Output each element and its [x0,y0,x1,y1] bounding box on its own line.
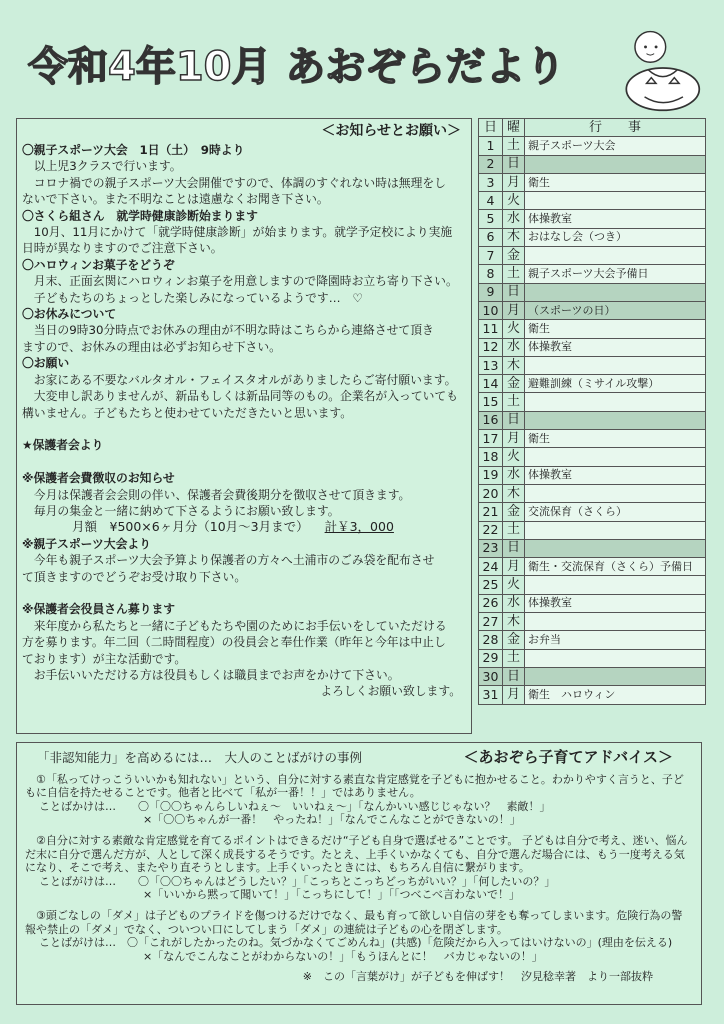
calendar-event [525,356,706,374]
calendar-day: 17 [479,430,503,448]
bad-example: ×「〇〇ちゃんが一番！ やったね！」「なんでこんなことができないの！」 [143,813,521,827]
calendar-row [479,283,706,301]
calendar-event [525,411,706,429]
notice-heading: 〇さくら組さん 就学時健康診断始まります [22,208,258,223]
calendar-row [479,539,706,557]
calendar-row [479,192,706,210]
calendar-day: 19 [479,466,503,484]
spacer [22,454,467,470]
advice-source: ※ この「言葉がけ」が子どもを伸ばす！ 汐見稔幸著 より一部抜粋 [302,970,653,984]
advice-text: ③頭ごなしの「ダメ」は子どものプライドを傷つけるだけでなく、最も育って欲しい自信の芽をも奪ってしまいます。危険行為の警報や禁止の「ダメ」でなく、ついつい口にしてしまう「ダメ」の連続は子どもの心を閉ざします。 [25,908,683,936]
calendar-weekday: 木 [503,356,525,374]
notice-text: お手伝いいただける方は役員もしくは職員までお声をかけて下さい。 [22,667,400,682]
calendar-day: 7 [479,247,503,265]
calendar-weekday: 水 [503,210,525,228]
parenting-advice-panel [16,742,702,1005]
calendar-event: 衛生 [525,320,706,338]
advice-item [25,773,693,827]
calendar-header-weekday: 曜 [503,119,525,137]
calendar-day: 13 [479,356,503,374]
calendar-weekday: 水 [503,594,525,612]
calendar-row [479,210,706,228]
calendar-weekday: 土 [503,649,525,667]
calendar-row [479,613,706,631]
notice-text: 10月、11月にかけて「就学時健康診断」が始まります。就学予定校により実施 [22,225,453,240]
calendar-weekday: 水 [503,338,525,356]
notice-text: 大変申し訳ありませんが、新品もしくは新品同等のもの。企業名が入っていても [22,389,459,404]
calendar-weekday: 日 [503,411,525,429]
calendar-event [525,521,706,539]
good-example: ことばかけは… 〇「〇〇ちゃんらしいねぇ～ いいねぇ～」「なんかいい感じじゃない？ 素敵！」 [39,799,551,813]
notice-text: 今月は保護者会会則の伴い、保護者会費後期分を徴収させて頂きます。 [22,487,411,502]
calendar-weekday: 木 [503,484,525,502]
calendar-event [525,539,706,557]
calendar-weekday: 日 [503,283,525,301]
notice-heading: ※親子スポーツ大会より [22,536,151,551]
calendar-row [479,594,706,612]
notice-text: よろしくお願い致します。 [320,684,461,699]
calendar-row [479,155,706,173]
notice-text: 毎月の集金と一緒に納めて下さるようにお願い致します。 [22,503,340,518]
notice-text: ております）が主な活動です。 [22,651,187,666]
notice-text: 以上児3クラスで行います。 [22,159,182,174]
calendar-event: 体操教室 [525,466,706,484]
calendar-event: 衛生 [525,430,706,448]
calendar-row [479,448,706,466]
bad-example: ×「なんでこんなことがわからないの！」「もうほんとに！ バカじゃないの！」 [143,949,543,963]
calendar-weekday: 金 [503,503,525,521]
spacer [22,421,467,437]
calendar-day: 28 [479,631,503,649]
advice-item [25,909,693,963]
calendar-weekday: 水 [503,466,525,484]
notice-text: 来年度から私たちと一緒に子どもたちや園のためにお手伝いをしていただける [22,618,447,633]
calendar-day: 21 [479,503,503,521]
calendar-day: 4 [479,192,503,210]
calendar-row [479,631,706,649]
calendar-row [479,375,706,393]
notices-section-title: ＜お知らせとお願い＞ [321,123,461,139]
calendar-weekday: 木 [503,228,525,246]
notice-text: ないで下さい。また不明なことは遠慮なくお聞き下さい。 [22,192,329,207]
notice-heading: 〇親子スポーツ大会 1日（土） 9時より [22,143,245,157]
calendar-event: 交流保育（さくら） [525,503,706,521]
calendar-day: 10 [479,301,503,319]
calendar-event: 避難訓練（ミサイル攻撃） [525,375,706,393]
calendar-day: 2 [479,155,503,173]
calendar-row [479,265,706,283]
calendar-day: 3 [479,173,503,191]
calendar-event [525,192,706,210]
calendar-row [479,430,706,448]
good-example: ことばがけは… 〇「〇〇ちゃんはどうしたい？」「こっちとこっちどっちがいい？」「何したいの？」 [39,874,556,888]
calendar-weekday: 日 [503,539,525,557]
calendar-weekday: 木 [503,613,525,631]
calendar-event [525,613,706,631]
notice-text: ますので、お休みの理由は必ずお知らせ下さい。 [22,339,281,354]
calendar-row [479,649,706,667]
calendar-event: おはなし会（つき） [525,228,706,246]
calendar-header-day: 日 [479,119,503,137]
calendar-row [479,503,706,521]
advice-brand: ＜あおぞら子育てアドバイス＞ [463,748,673,766]
advice-text: ①「私ってけっこういいかも知れない」という、自分に対する素直な肯定感覚を子どもに抱かせること。わかりやすく言うと、子どもに自信を持たせることです。他者と比べて「私が一番！！」ではありません。 [25,772,684,800]
calendar-event [525,576,706,594]
calendar-day: 31 [479,686,503,704]
calendar-weekday: 月 [503,301,525,319]
calendar-event [525,649,706,667]
calendar-row [479,466,706,484]
calendar-day: 6 [479,228,503,246]
notice-text: 月末、正面玄関にハロウィンお菓子を用意しますので降園時お立ち寄り下さい。 [22,274,458,289]
notices-panel [16,118,472,734]
calendar-event [525,667,706,685]
event-calendar [478,118,706,705]
calendar-header-events: 行 事 [525,119,706,137]
calendar-day: 9 [479,283,503,301]
calendar-day: 11 [479,320,503,338]
calendar-row [479,521,706,539]
calendar-row [479,338,706,356]
calendar-day: 15 [479,393,503,411]
calendar-row [479,320,706,338]
calendar-weekday: 火 [503,576,525,594]
calendar-weekday: 月 [503,430,525,448]
calendar-event: お弁当 [525,631,706,649]
calendar-row [479,137,706,155]
newsletter-title: 令和4年10月 あおぞらだより [28,44,566,90]
spacer [22,585,467,601]
calendar-day: 22 [479,521,503,539]
notice-text: 構いません。子どもたちと使わせていただきたいと思います。 [22,405,353,420]
calendar-weekday: 火 [503,192,525,210]
calendar-row [479,173,706,191]
good-example: ことばがけは… 〇「これがしたかったのね。気づかなくてごめんね」(共感)「危険だから入ってはいけないの」(理由を伝える) [39,936,673,950]
calendar-day: 30 [479,667,503,685]
calendar-event: 体操教室 [525,338,706,356]
notice-heading: 〇ハロウィンお菓子をどうぞ [22,257,175,272]
calendar-day: 23 [479,539,503,557]
calendar-event: （スポーツの日） [525,301,706,319]
calendar-day: 26 [479,594,503,612]
calendar-event [525,247,706,265]
notice-text: 今年も親子スポーツ大会予算より保護者の方々へ土浦市のごみ袋を配布させ [22,553,435,568]
calendar-weekday: 月 [503,173,525,191]
calendar-event: 親子スポーツ大会 [525,137,706,155]
advice-title: 「非認知能力」を高めるには… 大人のことばがけの事例 [37,750,363,765]
notice-text: コロナ禍での親子スポーツ大会開催ですので、体調のすぐれない時は無理をし [22,175,446,190]
fee-total: 計￥3，000 [324,519,394,535]
notice-text: お家にある不要なバルタオル・フェイスタオルがありましたらご寄付願います。 [22,372,457,387]
calendar-day: 20 [479,484,503,502]
calendar-day: 29 [479,649,503,667]
fee-amount: 月額 ¥500×6ヶ月分（10月～3月まで） [72,519,309,535]
calendar-event: 衛生・交流保育（さくら）予備日 [525,558,706,576]
calendar-weekday: 日 [503,667,525,685]
baby-pumpkin-illustration [610,25,706,113]
calendar-row [479,667,706,685]
calendar-weekday: 土 [503,393,525,411]
calendar-weekday: 月 [503,558,525,576]
calendar-weekday: 土 [503,265,525,283]
calendar-weekday: 土 [503,137,525,155]
calendar-weekday: 金 [503,375,525,393]
fee-line [22,519,467,535]
calendar-event: 体操教室 [525,210,706,228]
calendar-row [479,576,706,594]
calendar-day: 24 [479,558,503,576]
notice-heading: 〇お休みについて [22,307,117,322]
notice-heading: ★保護者会より [22,438,104,453]
calendar-day: 14 [479,375,503,393]
calendar-row [479,411,706,429]
calendar-weekday: 火 [503,320,525,338]
advice-text: ②自分に対する素敵な肯定感覚を育てるポイントはできるだけ“子ども自身で選ばせる”ことです。 子どもは自分で考え、迷い、悩んだ末に自分で選んだ方が、人として深く成長するそうです。たとえ、上手くいかなくても、自分で選んだ場合には、もう一度考える気になり、そこで考え、またやり直そうとします。上手くいったときには、もちろん自信に繋がります。 [25,833,688,875]
calendar-weekday: 土 [503,521,525,539]
calendar-day: 16 [479,411,503,429]
calendar-day: 5 [479,210,503,228]
calendar-row [479,228,706,246]
calendar-day: 8 [479,265,503,283]
bad-example: ×「いいから黙って聞いて！」「こっちにして！」「「つべこべ言わないで！」 [143,888,521,902]
notice-heading: ※保護者会費徴収のお知らせ [22,471,175,486]
calendar-event [525,393,706,411]
calendar-row [479,247,706,265]
calendar-day: 25 [479,576,503,594]
calendar-event: 親子スポーツ大会予備日 [525,265,706,283]
calendar-day: 1 [479,137,503,155]
calendar-event [525,448,706,466]
calendar-event: 衛生 [525,173,706,191]
calendar-row [479,356,706,374]
notice-heading: ※保護者会役員さん募ります [22,602,176,617]
notice-text: 子どもたちのちょっとした楽しみになっているようです… ♡ [22,290,363,305]
calendar-row [479,686,706,704]
calendar-event [525,155,706,173]
calendar-day: 18 [479,448,503,466]
notice-heading: 〇お願い [22,356,70,371]
calendar-day: 27 [479,613,503,631]
calendar-event: 体操教室 [525,594,706,612]
calendar-weekday: 日 [503,155,525,173]
calendar-event: 衛生 ハロウィン [525,686,706,704]
calendar-weekday: 月 [503,686,525,704]
calendar-row [479,558,706,576]
advice-item [25,834,693,902]
notice-text: て頂きますのでどうぞお受け取り下さい。 [22,569,247,584]
calendar-weekday: 火 [503,448,525,466]
calendar-row [479,393,706,411]
notice-text: 当日の9時30分時点でお休みの理由が不明な時はこちらから連絡させて頂き [22,323,434,338]
calendar-row [479,484,706,502]
calendar-row [479,301,706,319]
calendar-event [525,484,706,502]
calendar-weekday: 金 [503,247,525,265]
calendar-event [525,283,706,301]
notice-text: 日時が異なりますのでご注意下さい。 [22,241,223,256]
calendar-weekday: 金 [503,631,525,649]
notice-text: 方を募ります。年二回（二時間程度）の役員会と奉仕作業（昨年と今年は中止し [22,635,446,650]
calendar-day: 12 [479,338,503,356]
